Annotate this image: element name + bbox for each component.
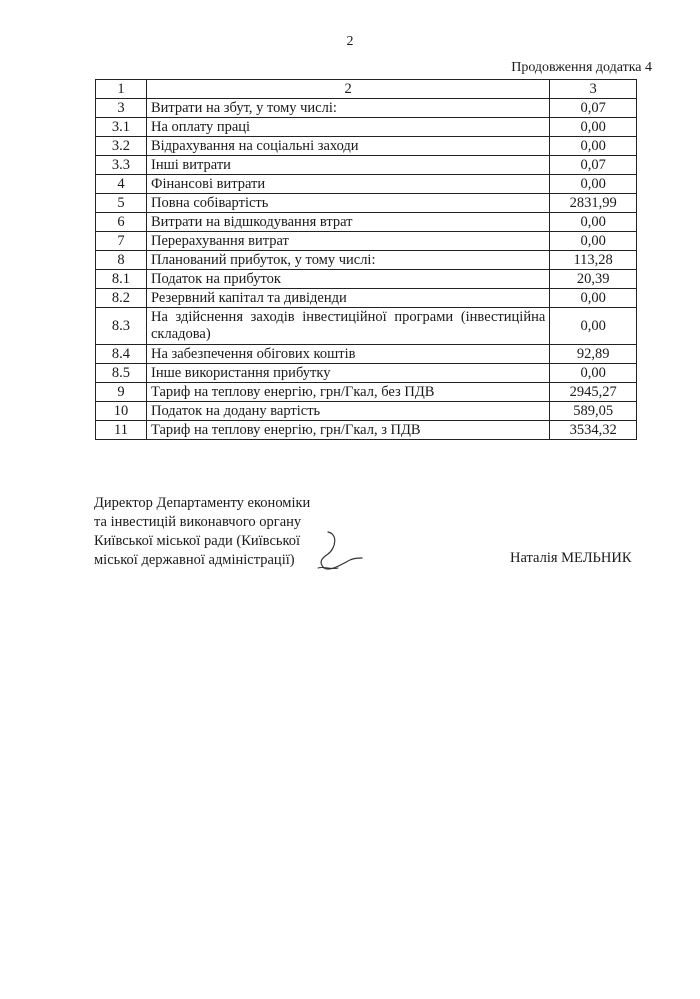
row-value: 0,00 <box>550 175 637 194</box>
row-number: 8.5 <box>96 364 147 383</box>
row-number: 3.1 <box>96 118 147 137</box>
row-name: Податок на додану вартість <box>146 402 549 421</box>
table-header-row <box>96 80 637 99</box>
header-cell-1: 1 <box>96 80 147 99</box>
signer-name: Наталія МЕЛЬНИК <box>510 550 632 566</box>
table-row <box>96 232 637 251</box>
table-row <box>96 137 637 156</box>
row-name: Тариф на теплову енергію, грн/Гкал, з ПДВ <box>146 421 549 440</box>
table-row <box>96 194 637 213</box>
table-row <box>96 118 637 137</box>
row-number: 4 <box>96 175 147 194</box>
row-value: 92,89 <box>550 345 637 364</box>
row-value: 0,07 <box>550 156 637 175</box>
table-row <box>96 383 637 402</box>
row-number: 3.3 <box>96 156 147 175</box>
table-row <box>96 308 637 345</box>
handwritten-signature <box>298 528 368 576</box>
table-row <box>96 270 637 289</box>
cost-table <box>95 79 637 440</box>
table-row <box>96 364 637 383</box>
row-number: 5 <box>96 194 147 213</box>
table-row <box>96 156 637 175</box>
row-name: Повна собівартість <box>146 194 549 213</box>
table-row <box>96 213 637 232</box>
row-name: Резервний капітал та дивіденди <box>146 289 549 308</box>
table-row <box>96 345 637 364</box>
header-cell-3: 3 <box>550 80 637 99</box>
row-number: 8 <box>96 251 147 270</box>
row-value: 3534,32 <box>550 421 637 440</box>
row-value: 2831,99 <box>550 194 637 213</box>
position-line: Київської міської ради (Київської <box>94 533 301 549</box>
row-name: Планований прибуток, у тому числі: <box>146 251 549 270</box>
header-cell-2: 2 <box>146 80 549 99</box>
row-name: Витрати на збут, у тому числі: <box>146 99 549 118</box>
row-number: 3.2 <box>96 137 147 156</box>
row-value: 0,00 <box>550 213 637 232</box>
table-row <box>96 99 637 118</box>
row-value: 0,00 <box>550 308 637 345</box>
row-value: 20,39 <box>550 270 637 289</box>
row-name: Інші витрати <box>146 156 549 175</box>
row-number: 6 <box>96 213 147 232</box>
row-value: 0,07 <box>550 99 637 118</box>
row-number: 8.2 <box>96 289 147 308</box>
row-name: Відрахування на соціальні заходи <box>146 137 549 156</box>
row-name: Витрати на відшкодування втрат <box>146 213 549 232</box>
row-number: 8.4 <box>96 345 147 364</box>
row-name: На забезпечення обігових коштів <box>146 345 549 364</box>
row-value: 0,00 <box>550 118 637 137</box>
row-value: 0,00 <box>550 364 637 383</box>
table-row <box>96 251 637 270</box>
row-value: 0,00 <box>550 232 637 251</box>
continuation-label: Продовження додатка 4 <box>511 60 652 75</box>
table-row <box>96 402 637 421</box>
signature-position-block <box>94 494 310 570</box>
row-number: 9 <box>96 383 147 402</box>
position-line: міської державної адміністрації) <box>94 552 295 568</box>
table-row <box>96 421 637 440</box>
row-number: 8.1 <box>96 270 147 289</box>
position-line: Директор Департаменту економіки <box>94 495 311 511</box>
position-line: та інвестицій виконавчого органу <box>94 514 302 530</box>
row-name: Перерахування витрат <box>146 232 549 251</box>
row-value: 589,05 <box>550 402 637 421</box>
row-number: 10 <box>96 402 147 421</box>
row-number: 7 <box>96 232 147 251</box>
row-value: 0,00 <box>550 289 637 308</box>
row-value: 2945,27 <box>550 383 637 402</box>
row-value: 113,28 <box>550 251 637 270</box>
row-number: 3 <box>96 99 147 118</box>
table-row <box>96 289 637 308</box>
table-row <box>96 175 637 194</box>
row-name: На здійснення заходів інвестиційної програми (інвестиційна складова) <box>146 308 549 345</box>
row-name: На оплату праці <box>146 118 549 137</box>
row-value: 0,00 <box>550 137 637 156</box>
row-name: Фінансові витрати <box>146 175 549 194</box>
page-number: 2 <box>346 34 354 49</box>
row-name: Інше використання прибутку <box>146 364 549 383</box>
row-number: 8.3 <box>96 308 147 345</box>
row-name: Тариф на теплову енергію, грн/Гкал, без ПДВ <box>146 383 549 402</box>
row-name: Податок на прибуток <box>146 270 549 289</box>
row-number: 11 <box>96 421 147 440</box>
